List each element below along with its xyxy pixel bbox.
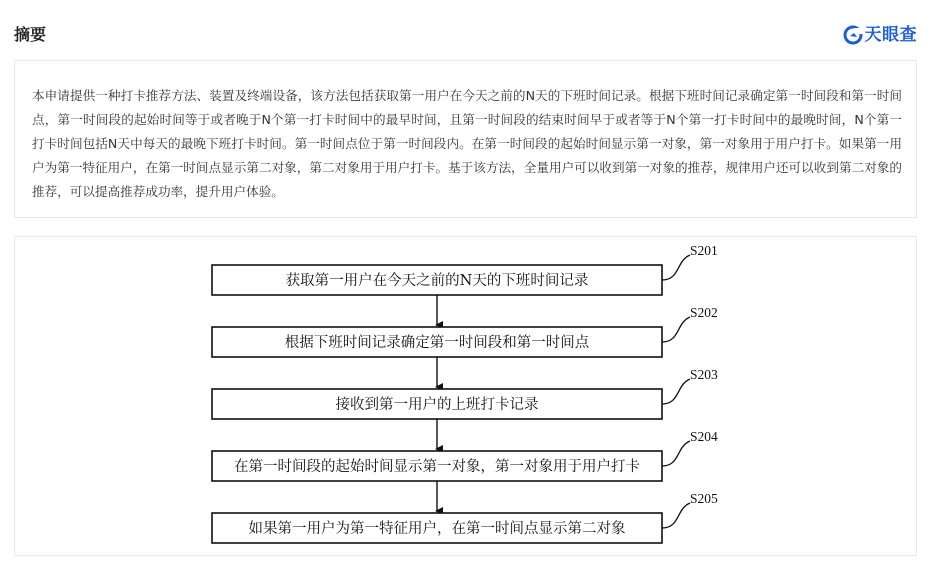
- flow-step-leader: [662, 317, 690, 342]
- flowchart: [15, 237, 916, 555]
- flow-step-label: S205: [690, 491, 718, 506]
- flow-step-leader: [662, 379, 690, 404]
- figure-panel: [14, 236, 917, 556]
- flow-step-label: S201: [690, 243, 718, 258]
- section-title: 摘要: [14, 25, 47, 44]
- flow-step-text: 在第一时间段的起始时间显示第一对象，第一对象用于用户打卡: [234, 459, 640, 475]
- flow-step-leader: [662, 255, 690, 280]
- flow-step-s203: [212, 367, 718, 419]
- flow-step-label: S203: [690, 367, 718, 382]
- flow-step-text: 接收到第一用户的上班打卡记录: [335, 397, 539, 413]
- flow-step-s205: [212, 491, 718, 543]
- flow-step-s204: [212, 429, 718, 481]
- flow-step-s202: [212, 305, 718, 357]
- brand-logo[interactable]: [843, 22, 918, 48]
- flow-step-label: S204: [690, 429, 718, 444]
- flow-step-leader: [662, 441, 690, 466]
- tianyancha-logo-icon: [843, 25, 863, 45]
- flow-step-text: 根据下班时间记录确定第一时间段和第一时间点: [284, 335, 590, 351]
- abstract-header: [14, 22, 917, 48]
- flow-step-text: 获取第一用户在今天之前的N天的下班时间记录: [285, 273, 589, 289]
- brand-name: 天眼查: [864, 25, 917, 45]
- abstract-text: 本申请提供一种打卡推荐方法、装置及终端设备，该方法包括获取第一用户在今天之前的N天的下班时间记录。根据下班时间记录确定第一时间段和第一时间点，第一时间段的起始时间等于或者晚于N个第一打卡时间中的最早时间，且第一时间段的结束时间早于或者等于N个第一打卡时间中的最晚时间，N个第一打卡时间包括N天中每天的最晚下班打卡时间。第一时间点位于第一时间段内。在第一时间段的起始时间显示第一对象，第一对象用于用户打卡。如果第一用户为第一特征用户，在第一时间点显示第二对象，第二对象用于用户打卡。基于该方法，全量用户可以收到第一对象的推荐，规律用户还可以收到第二对象的推荐，可以提高推荐成功率，提升用户体验。: [32, 88, 902, 199]
- abstract-panel: [14, 60, 917, 218]
- flow-step-s201: [212, 243, 718, 295]
- flow-step-label: S202: [690, 305, 718, 320]
- flow-step-text: 如果第一用户为第一特征用户，在第一时间点显示第二对象: [248, 521, 626, 537]
- flow-step-leader: [662, 503, 690, 528]
